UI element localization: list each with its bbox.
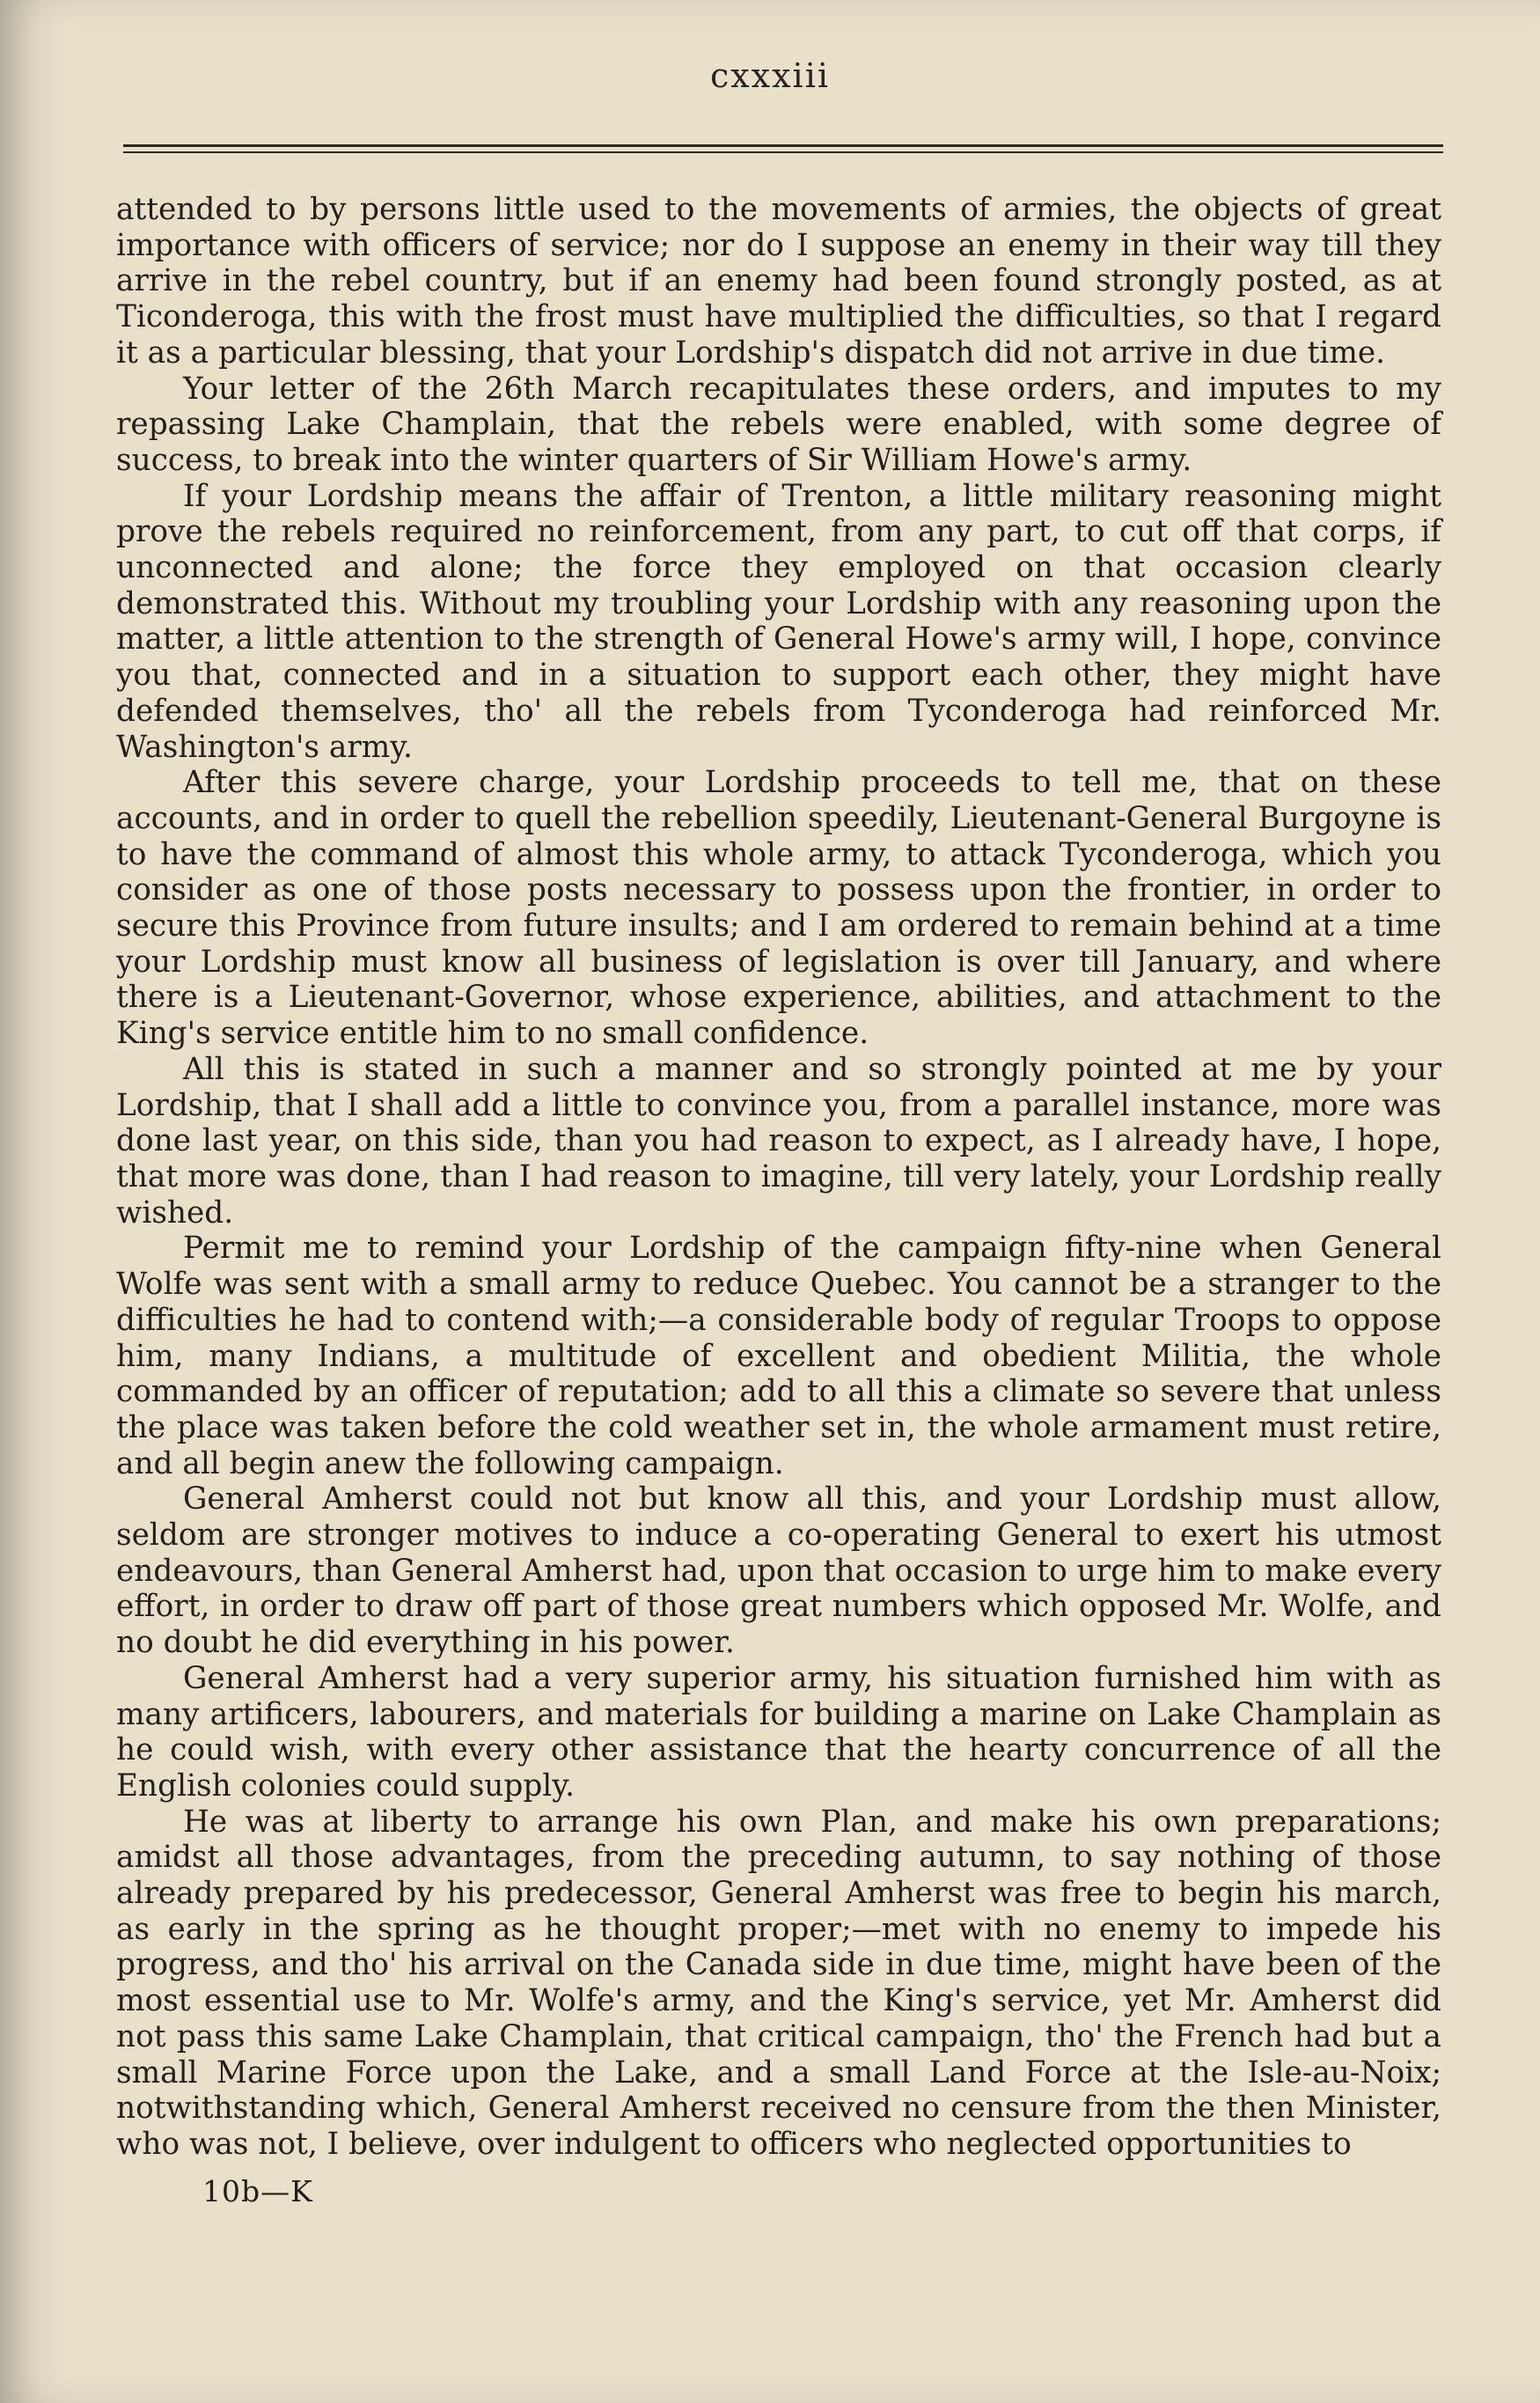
- signature-mark: 10b—K: [202, 2174, 313, 2208]
- header-double-rule: [123, 144, 1443, 157]
- paragraph: He was at liberty to arrange his own Plan, and make his own preparations; amidst all those advantages, from the preceding autumn, to say nothing of those already prepared by his predecessor, General Amherst was free to begin his march, as early in the spring as he thought proper;—met with no enemy to impede his progress, and tho' his arrival on the Canada side in due time, might have been of the most essential use to Mr. Wolfe's army, and the King's service, yet Mr. Amherst did not pass this same Lake Champlain, that critical campaign, tho' the French had but a small Marine Force upon the Lake, and a small Land Force at the Isle-au-Noix; notwithstanding which, General Amherst received no censure from the then Minister, who was not, I believe, over indulgent to officers who neglected opportunities to: [116, 1804, 1441, 2162]
- paragraph: Permit me to remind your Lordship of the campaign fifty-nine when General Wolfe was sent with a small army to reduce Quebec. You cannot be a stranger to the difficulties he had to contend with;—a considerable body of regular Troops to oppose him, many Indians, a multitude of excellent and obedient Militia, the whole commanded by an officer of reputation; add to all this a climate so severe that unless the place was taken before the cold weather set in, the whole armament must retire, and all begin anew the following campaign.: [116, 1231, 1441, 1481]
- paragraph: All this is stated in such a manner and so strongly pointed at me by your Lordship, that I shall add a little to convince you, from a parallel instance, more was done last year, on this side, than you had reason to expect, as I already have, I hope, that more was done, than I had reason to imagine, till very lately, your Lordship really wished.: [116, 1051, 1441, 1231]
- body-text: [116, 192, 1441, 2163]
- paragraph: General Amherst could not but know all this, and your Lordship must allow, seldom are stronger motives to induce a co-operating General to exert his utmost endeavours, than General Amherst had, upon that occasion to urge him to make every effort, in order to draw off part of those great numbers which opposed Mr. Wolfe, and no doubt he did everything in his power.: [116, 1481, 1441, 1661]
- paragraph: If your Lordship means the affair of Trenton, a little military reasoning might prove the rebels required no reinforcement, from any part, to cut off that corps, if unconnected and alone; the force they employed on that occasion clearly demonstrated this. Without my troubling your Lordship with any reasoning upon the matter, a little attention to the strength of General Howe's army will, I hope, convince you that, connected and in a situation to support each other, they might have defended themselves, tho' all the rebels from Tyconderoga had reinforced Mr. Washington's army.: [116, 478, 1441, 765]
- paragraph: Your letter of the 26th March recapitulates these orders, and imputes to my repassing Lake Champlain, that the rebels were enabled, with some degree of success, to break into the winter quarters of Sir William Howe's army.: [116, 371, 1441, 478]
- paragraph: General Amherst had a very superior army, his situation furnished him with as many artificers, labourers, and materials for building a marine on Lake Champlain as he could wish, with every other assistance that the hearty concurrence of all the English colonies could supply.: [116, 1660, 1441, 1804]
- page-number: cxxxiii: [709, 56, 831, 95]
- paragraph: After this severe charge, your Lordship proceeds to tell me, that on these accounts, and in order to quell the rebellion speedily, Lieutenant-General Burgoyne is to have the command of almost this whole army, to attack Tyconderoga, which you consider as one of those posts necessary to possess upon the frontier, in order to secure this Province from future insults; and I am ordered to remain behind at a time your Lordship must know all business of legislation is over till January, and where there is a Lieutenant-Governor, whose experience, abilities, and attachment to the King's service entitle him to no small confidence.: [116, 765, 1441, 1052]
- paragraph: attended to by persons little used to the movements of armies, the objects of great importance with officers of service; nor do I suppose an enemy in their way till they arrive in the rebel country, but if an enemy had been found strongly posted, as at Ticonderoga, this with the frost must have multiplied the difficulties, so that I regard it as a particular blessing, that your Lordship's dispatch did not arrive in due time.: [116, 192, 1441, 371]
